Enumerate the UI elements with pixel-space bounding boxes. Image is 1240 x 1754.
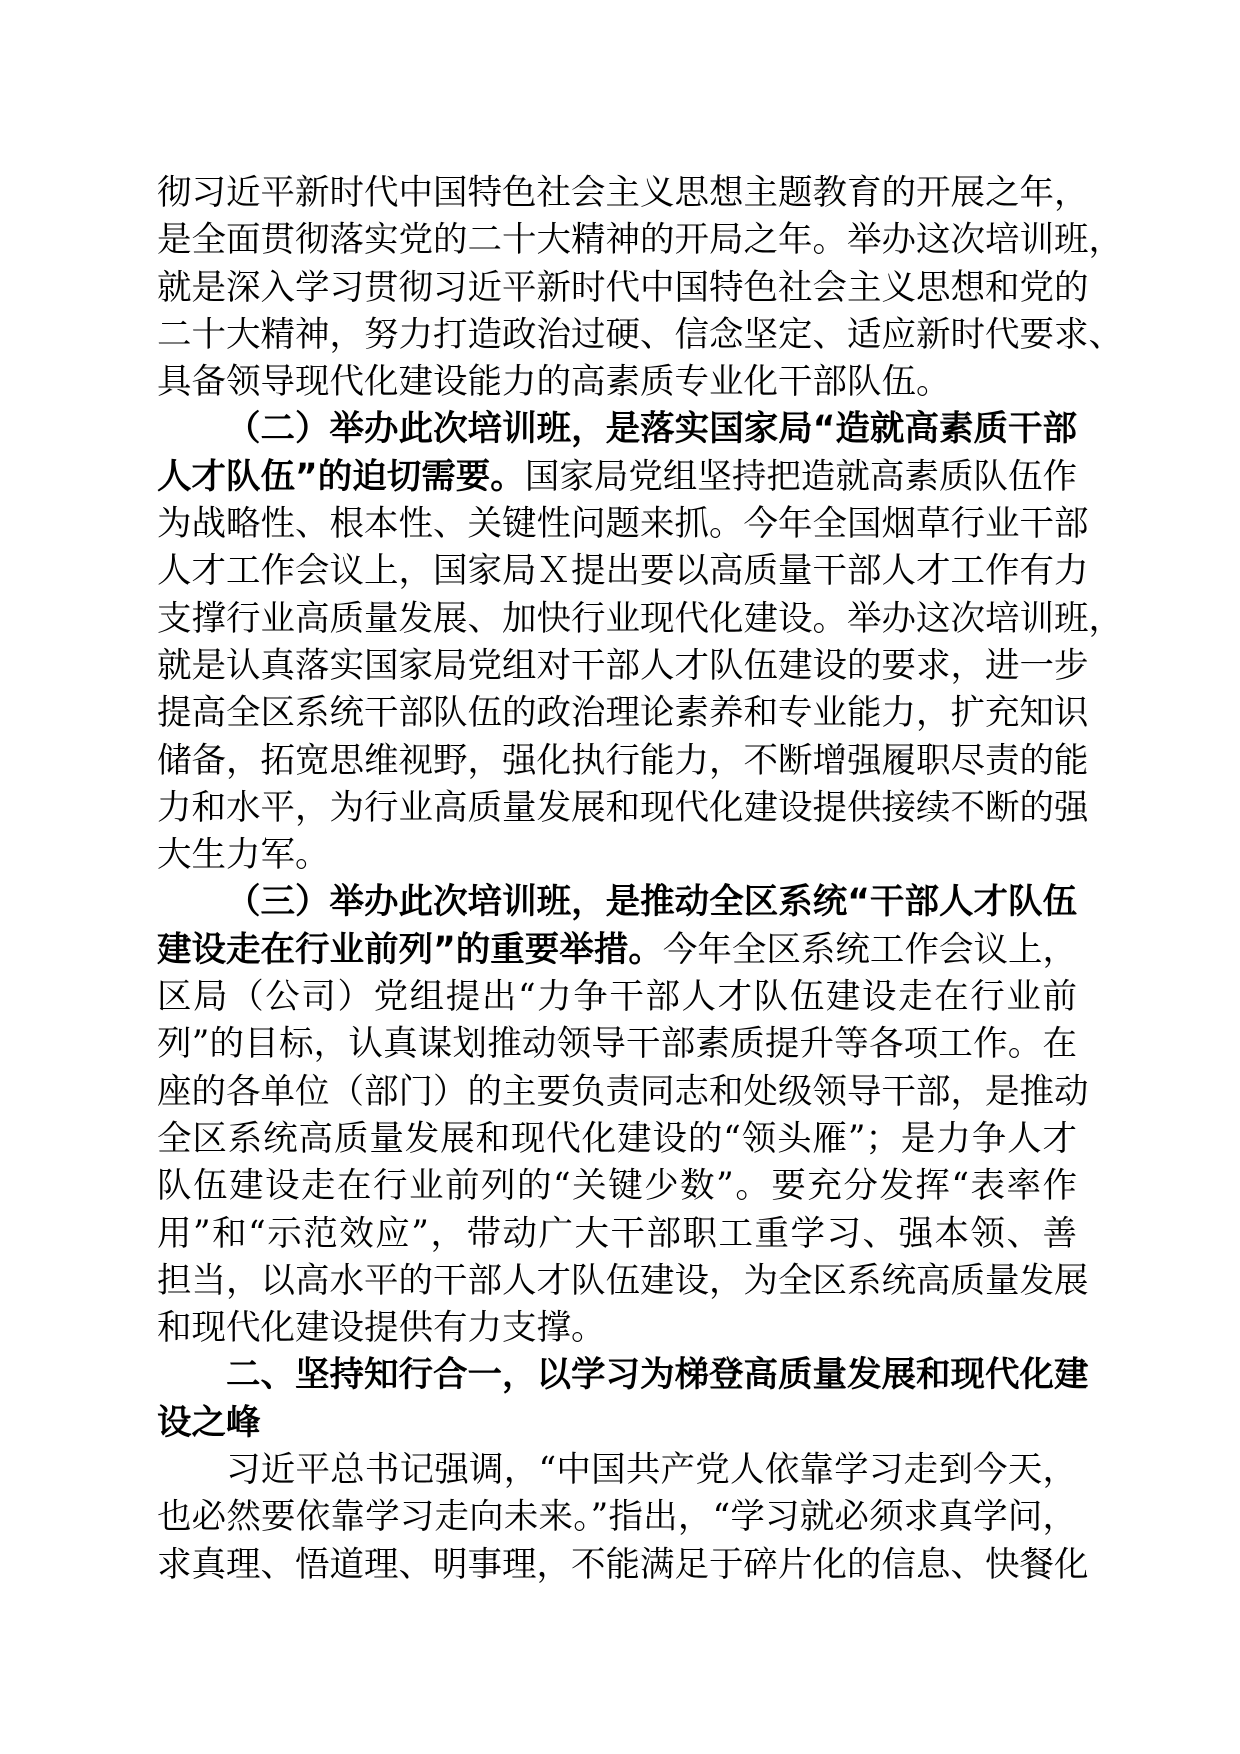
section-heading-line: 二、坚持知行合一，以学习为梯登高质量发展和现代化建	[226, 1355, 1089, 1396]
paragraph-line	[157, 927, 1077, 974]
paragraph-line: 力和水平，为行业高质量发展和现代化建设提供接续不断的强	[157, 787, 1089, 828]
paragraph-line: 支撑行业高质量发展、加快行业现代化建设。举办这次培训班，	[157, 598, 1123, 639]
paragraph-line: 储备，拓宽思维视野，强化执行能力，不断增强履职尽责的能	[157, 740, 1089, 781]
document-page	[157, 170, 1123, 1589]
section-heading-line: 设之峰	[157, 1402, 261, 1443]
paragraph-line: 队伍建设走在行业前列的“关键少数”。要充分发挥“表率作	[157, 1166, 1077, 1207]
paragraph-line: 座的各单位（部门）的主要负责同志和处级领导干部，是推动	[157, 1071, 1089, 1112]
paragraph-line	[157, 454, 1077, 501]
paragraph-1	[157, 170, 1123, 406]
paragraph-4	[157, 1447, 1089, 1589]
subheading-line: （三）举办此次培训班，是推动全区系统“干部人才队伍	[226, 882, 1077, 923]
paragraph-line: 大生力军。	[157, 835, 330, 876]
paragraph-line: 习近平总书记强调，“中国共产党人依靠学习走到今天，	[226, 1450, 1077, 1491]
paragraph-line: 求真理、悟道理、明事理，不能满足于碎片化的信息、快餐化	[157, 1544, 1089, 1585]
paragraph-line: 也必然要依靠学习走向未来。”指出，“学习就必须求真学问，	[157, 1497, 1077, 1538]
paragraph-line: 提高全区系统干部队伍的政治理论素养和专业能力，扩充知识	[157, 693, 1089, 734]
paragraph-line: 列”的目标，认真谋划推动领导干部素质提升等各项工作。在	[157, 1024, 1077, 1065]
paragraph-line: 就是认真落实国家局党组对干部人才队伍建设的要求，进一步	[157, 645, 1089, 686]
paragraph-line: 全区系统高质量发展和现代化建设的“领头雁”；是力争人才	[157, 1118, 1077, 1159]
paragraph-line: 人才工作会议上，国家局Ｘ提出要以高质量干部人才工作有力	[157, 551, 1089, 592]
paragraph-text: 今年全区系统工作会议上，	[662, 929, 1077, 970]
paragraph-2	[157, 406, 1123, 879]
paragraph-line: 和现代化建设提供有力支撑。	[157, 1308, 606, 1349]
subheading-tail: 人才队伍”的迫切需要。	[157, 456, 525, 497]
paragraph-line: 担当，以高水平的干部人才队伍建设，为全区系统高质量发展	[157, 1260, 1089, 1301]
paragraph-line: 二十大精神，努力打造政治过硬、信念坚定、适应新时代要求、	[157, 314, 1123, 355]
paragraph-text: 国家局党组坚持把造就高素质队伍作	[524, 456, 1077, 497]
paragraph-line: 为战略性、根本性、关键性问题来抓。今年全国烟草行业干部	[157, 504, 1089, 545]
paragraph-line: 用”和“示范效应”，带动广大干部职工重学习、强本领、善	[157, 1213, 1077, 1254]
paragraph-line: 区局（公司）党组提出“力争干部人才队伍建设走在行业前	[157, 977, 1077, 1018]
paragraph-3	[157, 879, 1089, 1352]
section-heading	[157, 1352, 1089, 1447]
subheading-line: （二）举办此次培训班，是落实国家局“造就高素质干部	[226, 409, 1077, 450]
paragraph-line: 就是深入学习贯彻习近平新时代中国特色社会主义思想和党的	[157, 267, 1089, 308]
paragraph-line: 彻习近平新时代中国特色社会主义思想主题教育的开展之年，	[157, 173, 1089, 213]
paragraph-line: 具备领导现代化建设能力的高素质专业化干部队伍。	[157, 362, 951, 403]
subheading-tail: 建设走在行业前列”的重要举措。	[157, 929, 663, 970]
paragraph-line: 是全面贯彻落实党的二十大精神的开局之年。举办这次培训班，	[157, 220, 1123, 261]
